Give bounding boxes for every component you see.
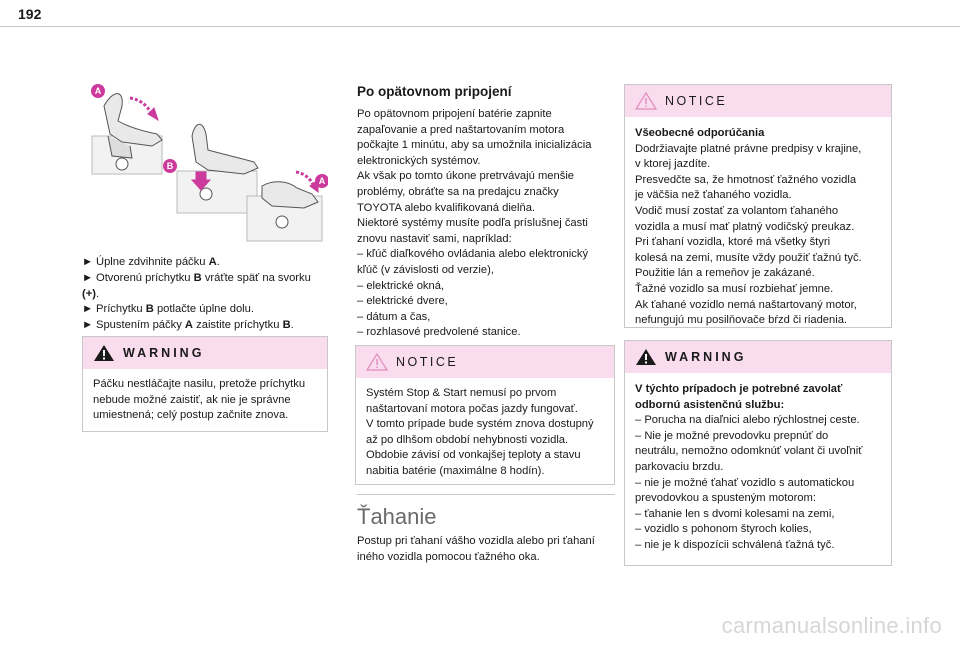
notice-body: Systém Stop & Start nemusí po prvom naštartovaní motora počas jazdy fungovať. V tomto prípade bude systém znova dostupný až po dlhšom období nehybnosti vozidla. Obdobie závisí od vonkajšej teploty a stavu nabitia batérie (maximálne 8 hodín). — [366, 387, 594, 477]
section-heading: Po opätovnom pripojení — [357, 84, 512, 99]
warning-box — [82, 336, 328, 432]
battery-clip-illustration — [82, 76, 328, 244]
notice-box-general — [624, 84, 892, 328]
warning-box-assistance — [624, 340, 892, 566]
step-item: ► Otvorenú príchytku B vráťte späť na svorku — [82, 271, 311, 284]
watermark: carmanualsonline.info — [721, 613, 942, 638]
page-number: 192 — [18, 6, 42, 22]
warning-icon — [635, 348, 657, 366]
step-item: ► Príchytku B potlačte úplne dolu. — [82, 303, 254, 316]
warning-body: V týchto prípadoch je potrebné zavolať odbornú asistenčnú službu: – Porucha na diaľnici alebo rýchlostnej ceste. – Nie je možné prevodovku prepnúť do neutrálu, nemožno odomknúť volant či uvoľniť parkovaciu brzdu. – nie je možné ťahať vozidlo s automatickou prevodovkou a spusteným motorom: – ťahanie len s dvomi kolesami na zemi, – vozidlo s pohonom štyroch kolies, – nie je k dispozícii schválená ťažná tyč. — [635, 383, 863, 551]
notice-body: Všeobecné odporúčania Dodržiavajte platné právne predpisy v krajine, v ktorej jazdíte. Presvedčte sa, že hmotnosť ťažného vozidla je väčšia než ťahaného vozidla. Vodič musí zostať za volantom ťahaného vozidla a musí mať platný vodičský preukaz. Pri ťahaní vozidla, ktoré má všetky štyri kolesá na zemi, musíte vždy použiť ťažnú tyč. Použitie lán a remeňov je zakázané. Ťažné vozidlo sa musí rozbiehať jemne. Ak ťahané vozidlo nemá naštartovaný motor, nefungujú mu posilňovače bŕzd či riadenia. — [635, 127, 862, 327]
notice-header — [356, 346, 614, 378]
notice-icon — [366, 353, 388, 371]
step-item: ► Úplne zdvihnite páčku A. — [82, 256, 220, 268]
warning-body: Páčku nestláčajte nasilu, pretože príchytku nebude možné zaistiť, ak nie je správne umiestnená; celý postup začnite znova. — [93, 378, 306, 422]
warning-title: WARNING — [665, 350, 747, 364]
step-item: ► Spustením páčky A zaistite príchytku B. — [82, 319, 294, 332]
notice-header — [625, 85, 891, 117]
section-divider — [357, 494, 615, 495]
figure-label-b: B — [166, 161, 174, 171]
warning-header — [83, 337, 327, 369]
figure-label-a-top: A — [94, 86, 102, 96]
notice-box — [355, 345, 615, 485]
towing-text: Postup pri ťahaní vášho vozidla alebo pri ťahaní iného vozidla pomocou ťažného oka. — [357, 535, 595, 563]
header-divider — [0, 26, 960, 27]
warning-title: WARNING — [123, 346, 205, 360]
step-item-continuation: (+). — [82, 287, 100, 300]
reconnect-text: Po opätovnom pripojení batérie zapnite zapaľovanie a pred naštartovaním motora počkajte 1 minútu, aby sa umožnila inicializácia elektronických systémov. Ak však po tomto úkone pretrvávajú menšie problémy, obráťte sa na predajcu značky TOYOTA alebo kvalifikovaná dielňa. Niektoré systémy musíte podľa príslušnej časti znovu nastaviť sami, napríklad: – kľúč diaľkového ovládania alebo elektronický kľúč (v závislosti od verzie), – elektrické okná, – elektrické dvere, – dátum a čas, – rozhlasové predvolené stanice. — [357, 108, 592, 339]
towing-title: Ťahanie — [357, 504, 437, 529]
figure-label-a-right: A — [318, 176, 326, 186]
warning-icon — [93, 344, 115, 362]
procedure-steps — [82, 255, 332, 334]
notice-icon — [635, 92, 657, 110]
notice-title: NOTICE — [396, 355, 459, 369]
warning-header — [625, 341, 891, 373]
notice-title: NOTICE — [665, 94, 728, 108]
